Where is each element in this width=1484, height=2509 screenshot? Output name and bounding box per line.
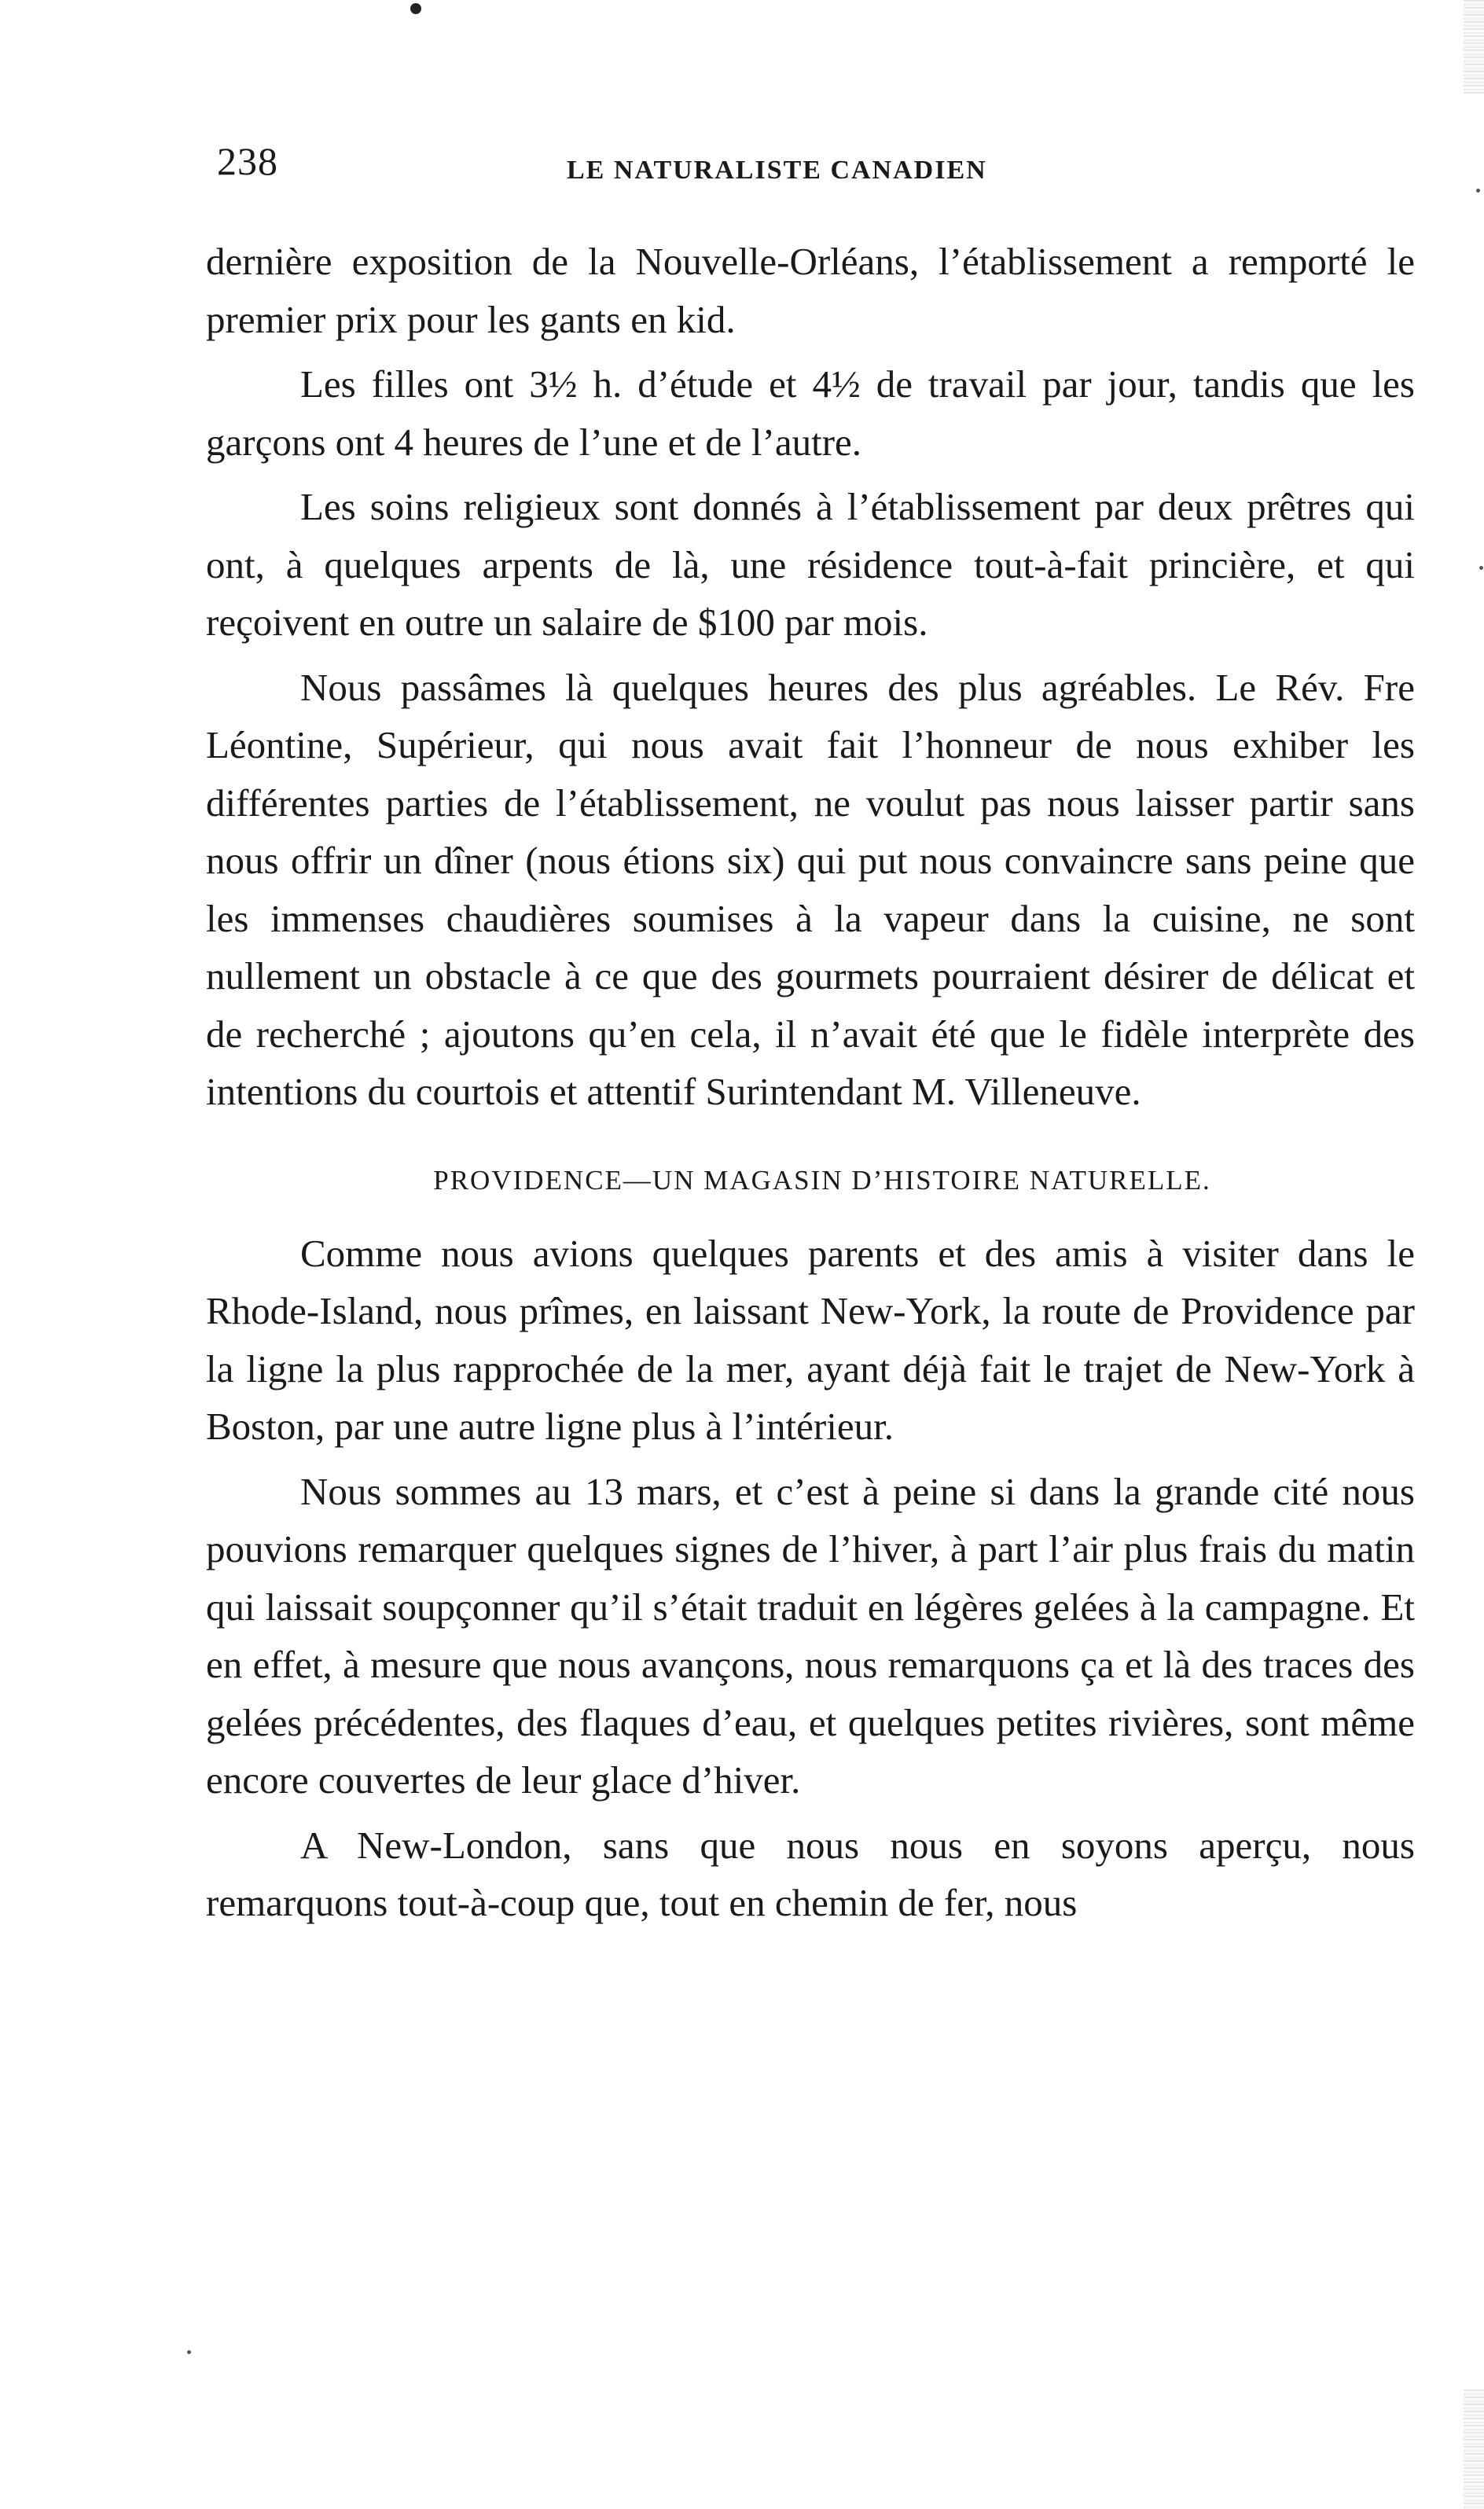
paragraph: Nous passâmes là quelques heures des plus agréables. Le Rév. Fre Léontine, Supérieur, qui nous avait fait l’honneur de nous exhiber les différentes parties de l’établissement, ne voulut pas nous laisser partir sans nous offrir un dîner (nous étions six) qui put nous convaincre sans peine que les immenses chaudières soumises à la vapeur dans la cuisine, ne sont nullement un obstacle à ce que des gourmets pourraient désirer de délicat et de recherché ; ajoutons qu’en cela, il n’avait été que le fidèle interprète des intentions du courtois et attentif Surintendant M. Villeneuve. (206, 665, 1415, 1113)
section-heading: PROVIDENCE—UN MAGASIN D’HISTOIRE NATURELLE. (433, 1164, 1211, 1196)
page-header (217, 138, 1105, 193)
page-edge-shadow (1464, 0, 1484, 94)
paragraph: Les soins religieux sont donnés à l’établissement par deux prêtres qui ont, à quelques arpents de là, une résidence tout-à-fait princière, et qui reçoivent en outre un salaire de $100 par mois. (206, 485, 1415, 644)
paragraph: dernière exposition de la Nouvelle-Orléans, l’établissement a remporté le premier prix pour les gants en kid. (206, 240, 1415, 341)
body-text (206, 233, 1415, 1939)
ink-speck (187, 2350, 191, 2354)
paragraph: A New-London, sans que nous nous en soyons aperçu, nous remarquons tout-à-coup que, tout en chemin de fer, nous (206, 1823, 1415, 1924)
running-head: LE NATURALISTE CANADIEN (567, 156, 987, 185)
ink-speck (1479, 566, 1483, 570)
paragraph: Nous sommes au 13 mars, et c’est à peine si dans la grande cité nous pouvions remarquer quelques signes de l’hiver, à part l’air plus frais du matin qui laissait soupçonner qu’il s’était traduit en légères gelées à la campagne. Et en effet, à mesure que nous avançons, nous remarquons ça et là des traces des gelées précédentes, des flaques d’eau, et quelques petites rivières, sont même encore couvertes de leur glace d’hiver. (206, 1469, 1415, 1802)
page-number: 238 (217, 139, 278, 183)
ink-speck (1476, 189, 1480, 193)
page-edge-shadow (1464, 2390, 1484, 2509)
paragraph: Comme nous avions quelques parents et des amis à visiter dans le Rhode-Island, nous prîmes, en laissant New-York, la route de Providence par la ligne la plus rapprochée de la mer, ayant déjà fait le trajet de New-York à Boston, par une autre ligne plus à l’intérieur. (206, 1231, 1415, 1448)
ink-dot (410, 3, 421, 14)
paragraph: Les filles ont 3½ h. d’étude et 4½ de travail par jour, tandis que les garçons ont 4 heures de l’une et de l’autre. (206, 362, 1415, 464)
